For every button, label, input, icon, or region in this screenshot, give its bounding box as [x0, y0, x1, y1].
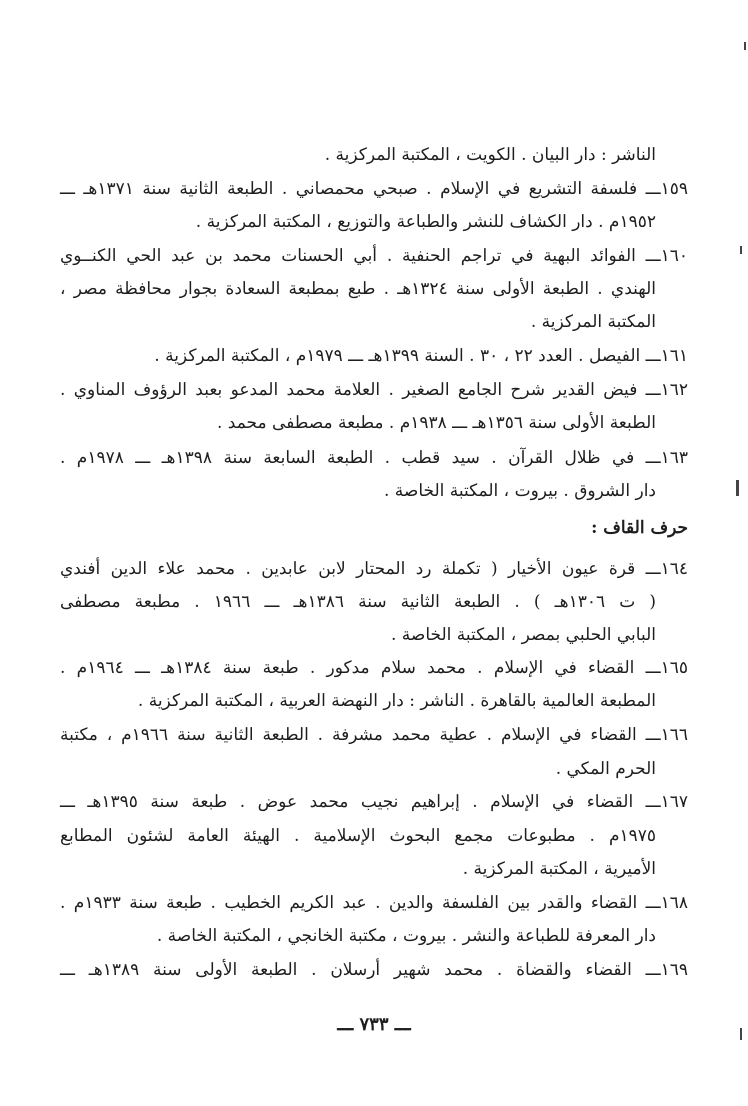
entry-167-line-1: ١٦٧ـــ القضاء في الإسلام . إبراهيم نجيب محمد عوض . طبعة سنة ١٣٩٥هـ ـــ: [60, 792, 688, 812]
scan-mark: [740, 246, 742, 254]
entry-167-line-2: ١٩٧٥م . مطبوعات مجمع البحوث الإسلامية . الهيئة العامة لشئون المطابع: [60, 826, 656, 846]
entry-165-line-1: ١٦٥ـــ القضاء في الإسلام . محمد سلام مدكور . طبعة سنة ١٣٨٤هـ ـــ ١٩٦٤م .: [60, 658, 688, 678]
entry-162-line-2: الطبعة الأولى سنة ١٣٥٦هـ ـــ ١٩٣٨م . مطبعة مصطفى محمد .: [217, 413, 656, 433]
section-heading: حرف القاف :: [591, 518, 688, 538]
entry-160-line-3: المكتبة المركزية .: [530, 312, 656, 332]
entry-164-line-3: البابي الحلبي بمصر ، المكتبة الخاصة .: [390, 625, 656, 645]
entry-164-line-1: ١٦٤ـــ قرة عيون الأخيار ( تكملة رد المحتار لابن عابدين . محمد علاء الدين أفندي: [60, 559, 688, 579]
text-line: الناشر : دار البيان . الكويت ، المكتبة المركزية .: [324, 145, 656, 165]
scan-mark: [744, 42, 746, 50]
entry-167-line-3: الأميرية ، المكتبة المركزية .: [462, 859, 656, 879]
entry-166-line-2: الحرم المكي .: [555, 759, 656, 779]
entry-160-line-1: ١٦٠ـــ الفوائد البهية في تراجم الحنفية . أبي الحسنات محمد بن عبد الحي الكنــوي: [60, 246, 688, 266]
entry-160-line-2: الهندي . الطبعة الأولى سنة ١٣٢٤هـ . طبع بمطبعة السعادة بجوار محافظة مصر ،: [60, 279, 656, 299]
entry-162-line-1: ١٦٢ـــ فيض القدير شرح الجامع الصغير . العلامة محمد المدعو بعبد الرؤوف المناوي .: [60, 380, 688, 400]
entry-159-line-2: ١٩٥٢م . دار الكشاف للنشر والطباعة والتوزيع ، المكتبة المركزية .: [195, 212, 656, 232]
entry-163-line-2: دار الشروق . بيروت ، المكتبة الخاصة .: [383, 481, 656, 501]
entry-165-line-2: المطبعة العالمية بالقاهرة . الناشر : دار النهضة العربية ، المكتبة المركزية .: [137, 691, 656, 711]
page-number: ـــ ٧٣٣ ـــ: [337, 1014, 411, 1035]
entry-168-line-1: ١٦٨ـــ القضاء والقدر بين الفلسفة والدين . عبد الكريم الخطيب . طبعة سنة ١٩٣٣م .: [60, 893, 688, 913]
entry-164-line-2: ( ت ١٣٠٦هـ ) . الطبعة الثانية سنة ١٣٨٦هـ ـــ ١٩٦٦ . مطبعة مصطفى: [60, 592, 656, 612]
entry-166-line-1: ١٦٦ـــ القضاء في الإسلام . عطية محمد مشرفة . الطبعة الثانية سنة ١٩٦٦م ، مكتبة: [60, 725, 688, 745]
entry-163-line-1: ١٦٣ـــ في ظلال القرآن . سيد قطب . الطبعة السابعة سنة ١٣٩٨هـ ـــ ١٩٧٨م .: [60, 448, 689, 468]
entry-168-line-2: دار المعرفة للطباعة والنشر . بيروت ، مكتبة الخانجي ، المكتبة الخاصة .: [156, 926, 656, 946]
scan-mark: [740, 1028, 742, 1040]
entry-159-line-1: ١٥٩ـــ فلسفة التشريع في الإسلام . صبحي محمصاني . الطبعة الثانية سنة ١٣٧١هـ ـــ: [60, 179, 689, 199]
entry-161-line-1: ١٦١ـــ الفيصل . العدد ٢٢ ، ٣٠ . السنة ١٣٩٩هـ ـــ ١٩٧٩م ، المكتبة المركزية .: [154, 346, 688, 366]
entry-169-line-1: ١٦٩ـــ القضاء والقضاة . محمد شهير أرسلان . الطبعة الأولى سنة ١٣٨٩هـ ـــ: [60, 960, 688, 980]
scan-mark: [736, 480, 739, 496]
